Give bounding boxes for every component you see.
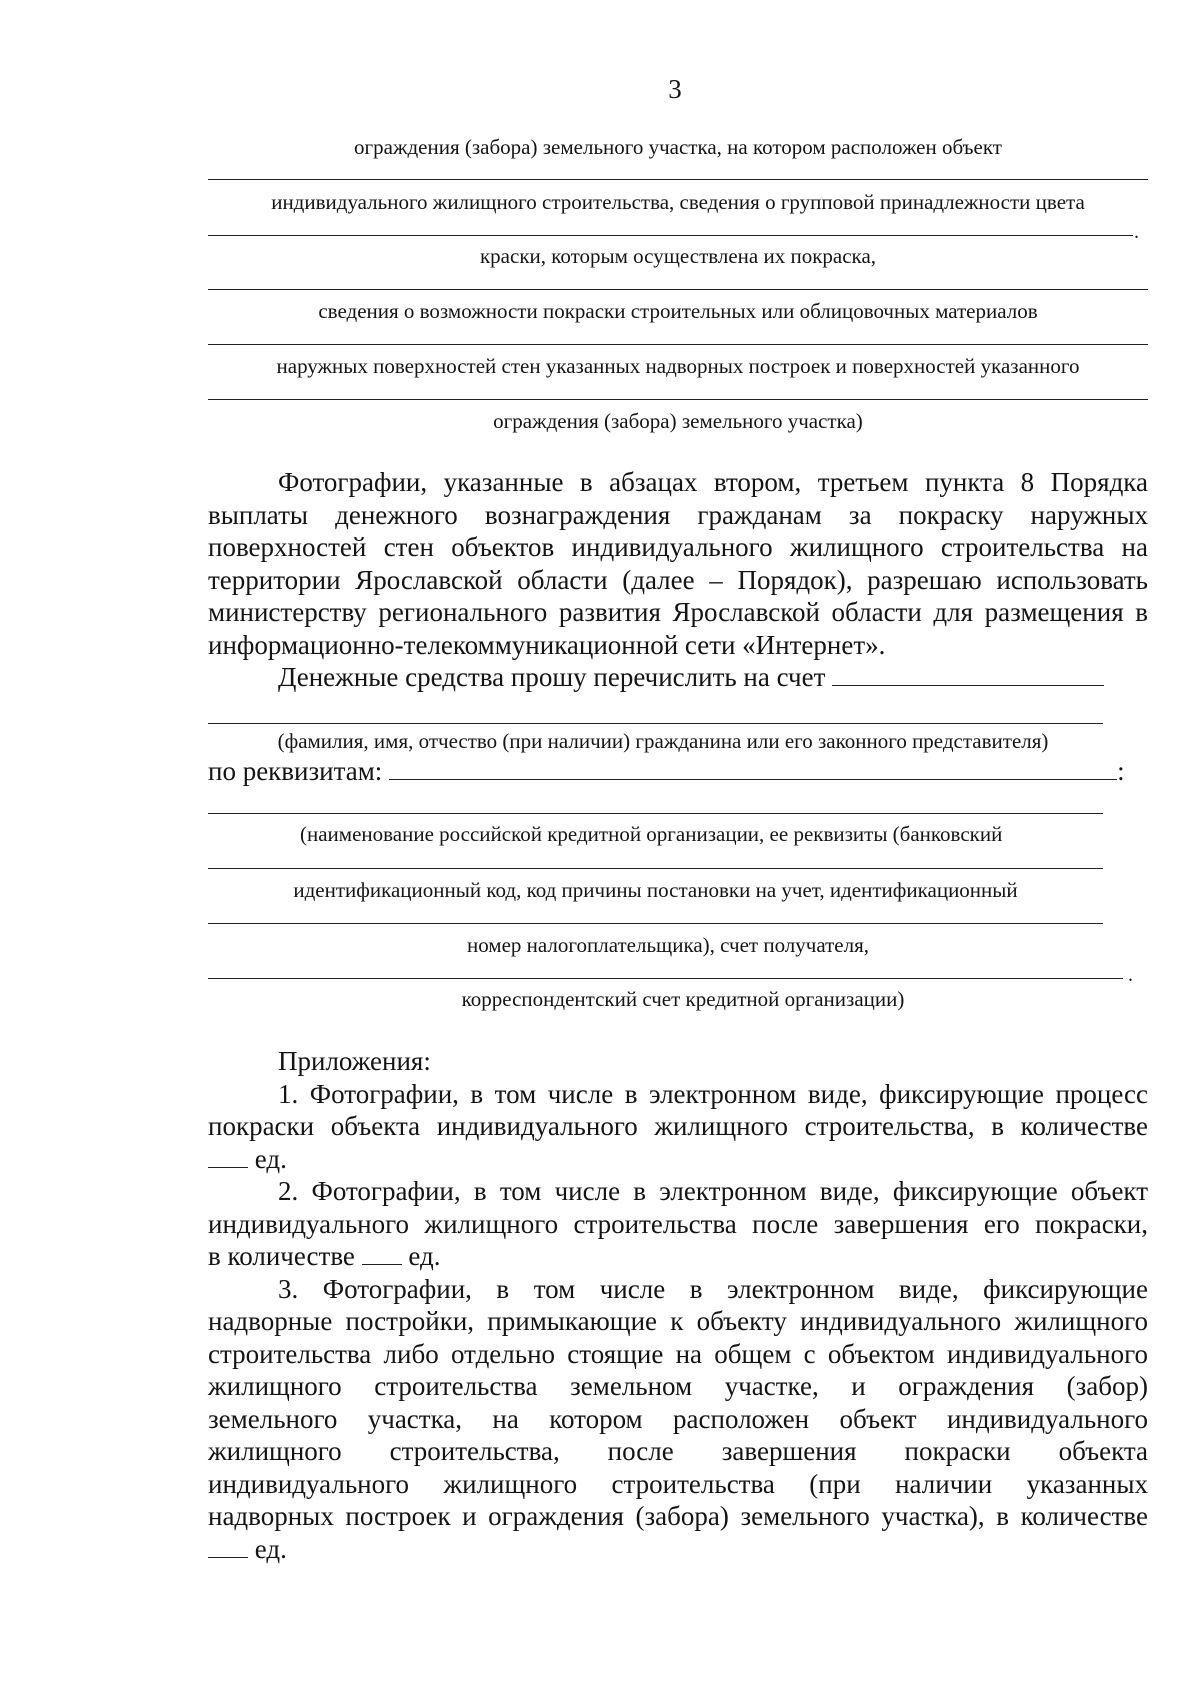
paragraph-line: министерству регионального развития Ярославской области для размещения в	[208, 597, 1148, 627]
caption-fio: (фамилия, имя, отчество (при наличии) гражданина или его законного представителя)	[277, 729, 1049, 753]
rule-line	[208, 399, 1148, 400]
requisites-line: по реквизитам: :	[208, 756, 1125, 786]
attachment-3-line: земельного участка, на котором расположен объект индивидуального	[208, 1403, 1148, 1434]
rule-line	[208, 344, 1148, 345]
caption-line-1: ограждения (забора) земельного участка, на котором расположен объект	[354, 135, 1002, 159]
attachment-3-line: индивидуального жилищного строительства (при наличии указанных	[208, 1468, 1148, 1499]
bank-caption-2: идентификационный код, код причины постановки на учет, идентификационный	[293, 878, 1018, 902]
requisites-blank	[389, 757, 1117, 780]
attachment-2-line: индивидуального жилищного строительства после завершения его покраски,	[208, 1208, 1148, 1239]
count-blank	[362, 1242, 402, 1265]
attachment-3-line: 3. Фотографии, в том числе в электронном виде, фиксирующие	[278, 1273, 1148, 1304]
bank-caption-3: номер налогоплательщика), счет получателя,	[466, 933, 870, 957]
attachment-3-line: жилищного строительства, после завершения покраски объекта	[208, 1436, 1148, 1466]
attachment-1-line: 1. Фотографии, в том числе в электронном виде, фиксирующие процесс	[278, 1078, 1148, 1109]
rule-line	[208, 289, 1148, 290]
rule-line	[208, 868, 1103, 869]
paragraph-line: выплаты денежного вознаграждения гражданам за покраску наружных	[208, 499, 1148, 530]
attachment-3-line: жилищного строительства земельном участке, и ограждения (забор)	[208, 1371, 1148, 1401]
page-number: 3	[668, 74, 682, 104]
paragraph-line: территории Ярославской области (далее – Порядок), разрешаю использовать	[208, 564, 1148, 595]
rule-line	[208, 978, 1123, 979]
attachment-1-count: ед.	[208, 1143, 1148, 1176]
rule-line	[208, 723, 1103, 724]
attachment-3-line: строительства либо отдельно стоящие на общем с объектом индивидуального	[208, 1338, 1148, 1369]
bank-caption-4: корреспондентский счет кредитной организации)	[461, 987, 905, 1011]
attachments-section	[208, 1045, 1148, 1565]
paragraph-line: информационно-телекоммуникационной сети «Интернет».	[208, 629, 886, 660]
caption-line-6: ограждения (забора) земельного участка)	[493, 409, 863, 433]
money-request-text: Денежные средства прошу перечислить на счет	[278, 662, 826, 692]
rule-line	[208, 813, 1103, 814]
rule-line	[208, 235, 1133, 236]
attachment-1-line: покраски объекта индивидуального жилищного строительства, в количестве	[208, 1111, 1148, 1141]
attachment-2-line: 2. Фотографии, в том числе в электронном виде, фиксирующие объект	[278, 1176, 1148, 1206]
rule-line	[208, 179, 1148, 180]
attachment-3-count: ед.	[208, 1533, 1148, 1566]
attachment-3-line: надворных построек и ограждения (забора) земельного участка), в количестве	[208, 1501, 1148, 1531]
attachments-heading: Приложения:	[278, 1046, 431, 1076]
paragraph-line: поверхностей стен объектов индивидуального жилищного строительства на	[208, 532, 1148, 562]
count-blank	[208, 1535, 248, 1558]
requisites-label: по реквизитам:	[208, 756, 383, 786]
count-blank	[208, 1145, 248, 1168]
caption-line-5: наружных поверхностей стен указанных надворных построек и поверхностей указанного	[276, 354, 1080, 378]
attachment-3-line: надворные постройки, примыкающие к объекту индивидуального жилищного	[208, 1306, 1148, 1336]
money-request-line	[208, 661, 1148, 694]
bank-caption-1: (наименование российской кредитной организации, ее реквизиты (банковский	[300, 822, 1003, 846]
period-mark: .	[1128, 964, 1133, 986]
paragraph-line: Фотографии, указанные в абзацах втором, третьем пункта 8 Порядка	[278, 467, 1148, 497]
photos-consent-paragraph	[208, 466, 1148, 661]
caption-line-3: краски, которым осуществлена их покраска,	[479, 244, 877, 268]
period-mark: .	[1134, 221, 1139, 243]
caption-line-2: индивидуального жилищного строительства, сведения о групповой принадлежности цвета	[271, 190, 1085, 214]
caption-line-4: сведения о возможности покраски строительных или облицовочных материалов	[318, 299, 1038, 323]
attachment-2-count: в количестве ед.	[208, 1241, 441, 1271]
rule-line	[208, 923, 1103, 924]
account-blank	[832, 663, 1104, 686]
